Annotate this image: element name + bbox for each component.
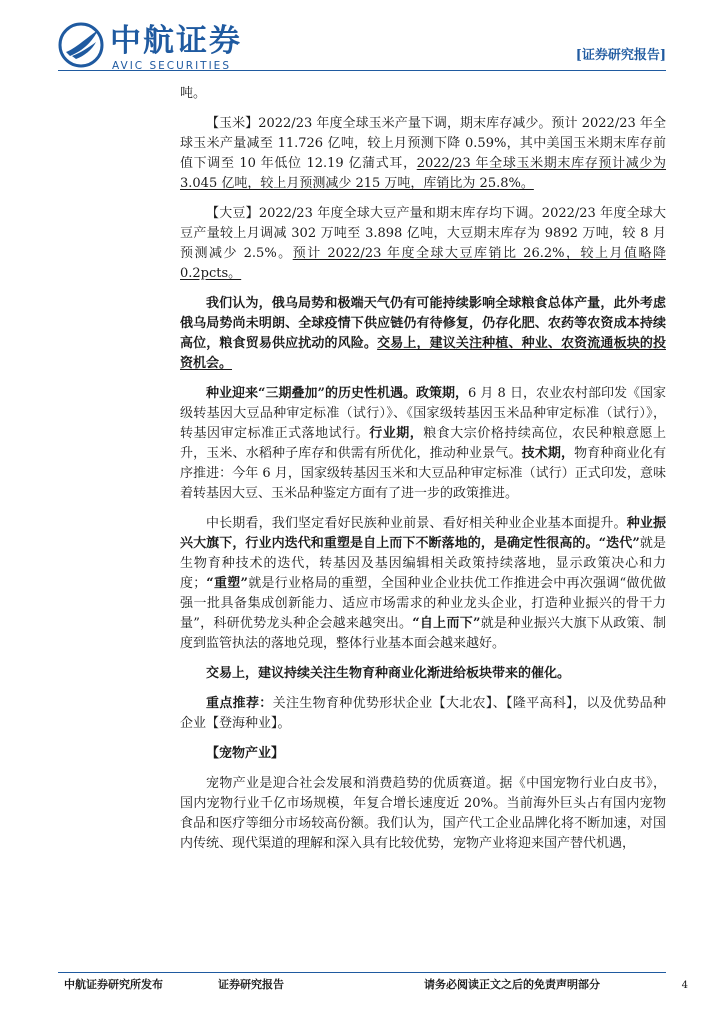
- mid-text-2: 就是生物育种技术的迭代，转基因及基因编辑相关政策持续落地，显示政策决心和力度；: [180, 536, 666, 591]
- logo-chinese-name: 中航证券: [110, 23, 242, 59]
- mid-text-4: 就是种业振兴大旗下从政策、制度到监管执法的落地兑现，整体行业基本面会越来越好。: [180, 616, 666, 651]
- mid-text-1: 中长期看，我们坚定看好民族种业前景、看好相关种业企业基本面提升。: [206, 516, 627, 531]
- view-text: 我们认为，俄乌局势和极端天气仍有可能持续影响全球粮食总体产量，此外考虑俄乌局势尚未明朗、全球疫情下供应链仍有待修复，仍存化肥、农药等农资成本持续高位，粮食贸易供应扰动的风险。: [180, 296, 666, 351]
- report-type-tag: [证券研究报告]: [575, 48, 666, 63]
- avic-logo: [58, 22, 258, 74]
- paragraph-seed-industry: [180, 384, 666, 504]
- mid-topdown-label: “自上而下”: [412, 616, 481, 631]
- seed-policy-text: 6 月 8 日，农业农村部印发《国家级转基因大豆品种审定标准（试行）》、《国家级转基因玉米品种审定标准（试行）》，转基因审定标准正式落地试行。: [180, 386, 666, 441]
- paragraph-corn: [180, 114, 666, 194]
- reco-text: 关注生物育种优势形状企业【大北农】、【隆平高科】，以及优势品种企业【登海种业】。: [180, 696, 666, 731]
- paragraph-view: [180, 294, 666, 374]
- soy-underlined-text: 预计 2022/23 年度全球大豆库销比 26.2%，较上月值略降 0.2pcts。: [180, 246, 666, 281]
- seed-policy-label: 政策期，: [416, 386, 469, 401]
- paragraph-mid-long-term: [180, 514, 666, 654]
- mid-iteration-label: “迭代”: [598, 536, 640, 551]
- seed-industry-label: 行业期，: [369, 426, 424, 441]
- mid-reshape-label: “重塑”: [206, 576, 249, 591]
- mid-bold-1: 种业振兴大旗下，行业内迭代和重塑是自上而下不断落地的，是确定性很高的。: [180, 516, 666, 551]
- page-header: [0, 0, 724, 80]
- avic-wing-logo-icon: [58, 22, 104, 68]
- logo-english-name: AVIC SECURITIES: [112, 60, 231, 72]
- seed-tech-label: 技术期，: [521, 446, 575, 461]
- paragraph-recommendation: [180, 694, 666, 734]
- corn-text: 【玉米】2022/23 年度全球玉米产量下调，期末库存减少。预计 2022/23 年全球玉米产量减至 11.726 亿吨，较上月预测下降 0.59%，其中美国玉米期末库存前值下调至 10 年低位 12.19 亿蒲式耳，: [180, 116, 666, 171]
- mid-text-3: 就是行业格局的重塑，全国种业企业扶优工作推进会中再次强调“做优做强一批具备集成创新能力、适应市场需求的种业龙头企业，打造种业振兴的骨干力量”，科研优势龙头种企会越来越突出。: [180, 576, 666, 631]
- pet-industry-heading: 【宠物产业】: [206, 746, 285, 761]
- footer-divider: [58, 972, 666, 973]
- report-body: [180, 84, 666, 854]
- seed-tech-text: 物育种商业化有序推进：今年 6 月，国家级转基因玉米和大豆品种审定标准（试行）正式印发，意味着转基因大豆、玉米品种鉴定方面有了进一步的政策推进。: [180, 446, 666, 501]
- paragraph-soybean: [180, 204, 666, 284]
- header-divider: [58, 70, 666, 71]
- soy-text: 【大豆】2022/23 年度全球大豆产量和期末库存均下调。2022/23 年度全球大豆产量较上月调减 302 万吨至 3.898 亿吨，大豆期末库存为 9892 万吨，较 8 月预测减少 2.5%。: [180, 206, 666, 261]
- corn-underlined-text: 2022/23 年全球玉米期末库存预计减少为 3.045 亿吨，较上月预测减少 215 万吨，库销比为 25.8%。: [180, 156, 667, 191]
- footer-report-type: 证券研究报告: [218, 978, 284, 991]
- footer-publisher: 中航证券研究所发布: [64, 978, 163, 991]
- paragraph-continuation: 吨。: [180, 86, 207, 101]
- seed-industry-text: 粮食大宗价格持续高位，农民种粮意愿上升，玉米、水稻种子库存和供需有所优化，推动种业景气。: [180, 426, 666, 461]
- seed-lead: 种业迎来“三期叠加”的历史性机遇。: [206, 386, 416, 401]
- paragraph-pet-industry: 宠物产业是迎合社会发展和消费趋势的优质赛道。据《中国宠物行业白皮书》，国内宠物行业千亿市场规模，年复合增长速度近 20%。当前海外巨头占有国内宠物食品和医疗等细分市场较高份额。我们认为，国产代工企业品牌化将不断加速，对国内传统、现代渠道的理解和深入具有比较优势，宠物产业将迎来国产替代机遇，: [180, 776, 666, 851]
- view-underlined-text: 交易上，建议关注种植、种业、农资流通板块的投资机会。: [180, 336, 666, 371]
- reco-label: 重点推荐：: [206, 696, 273, 711]
- footer-disclaimer: 请务必阅读正文之后的免责声明部分: [424, 978, 600, 991]
- paragraph-trade: 交易上，建议持续关注生物育种商业化渐进给板块带来的催化。: [206, 666, 571, 681]
- page-number: 4: [681, 980, 688, 991]
